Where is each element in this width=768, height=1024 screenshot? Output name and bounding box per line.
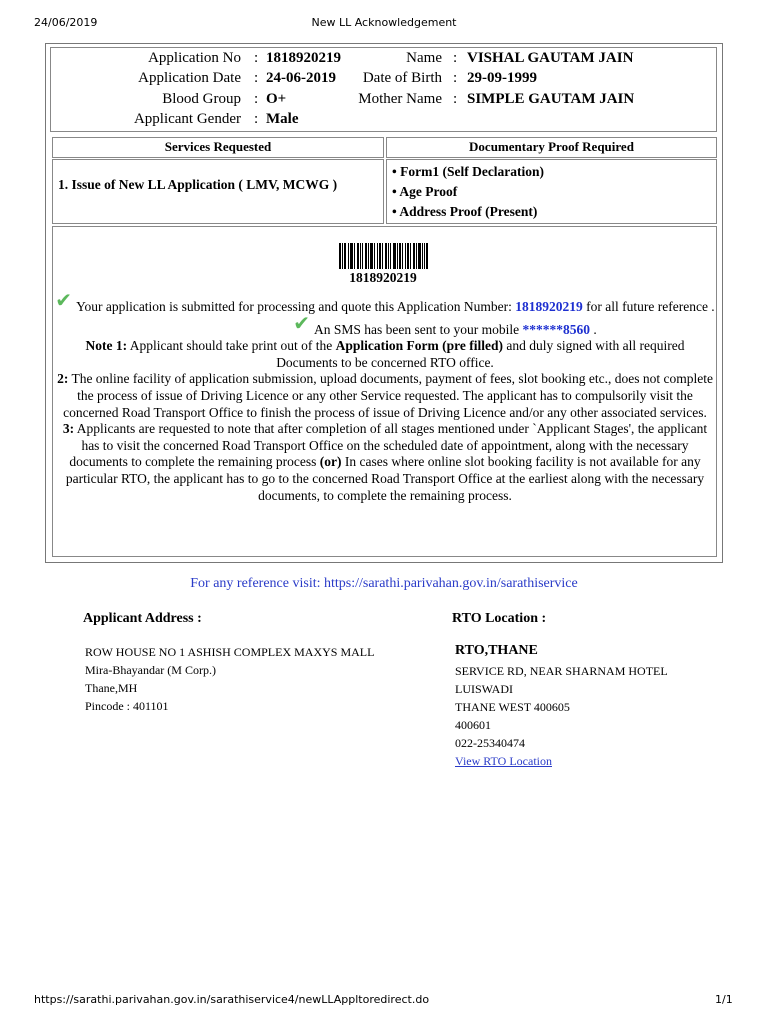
rto-location-heading: RTO Location : [452, 611, 547, 626]
rto-line: THANE WEST 400605 [455, 700, 570, 714]
application-no-label: Application No [148, 50, 241, 66]
address-line: ROW HOUSE NO 1 ASHISH COMPLEX MAXYS MALL [85, 645, 375, 659]
page-title: New LL Acknowledgement [311, 16, 457, 29]
note-3: 3: Applicants are requested to note that after completion of all stages mentioned under `Applicant Stages', the applicant has to visit the concerned Road Transport Office on the scheduled date of appointment, along with the necessary documents to complete the remaining process (or) In cases where online slot booking facility is not available for any particular RTO, the applicant has to go to the concerned Road Transport Office at the earliest along with the necessary documents, to complete the remaining process. [62, 421, 708, 503]
name-value: VISHAL GAUTAM JAIN [467, 50, 634, 66]
mother-name-value: SIMPLE GAUTAM JAIN [467, 91, 635, 107]
gender-value: Male [266, 111, 299, 127]
rto-line: LUISWADI [455, 682, 513, 696]
proof-item: • Form1 (Self Declaration) [392, 164, 545, 179]
gender-label: Applicant Gender [133, 111, 241, 127]
colon: : [254, 50, 259, 66]
rto-line: SERVICE RD, NEAR SHARNAM HOTEL [455, 664, 668, 678]
note-2: 2: The online facility of application submission, upload documents, payment of fees, slot booking etc., does not complete the process of issue of Driving Licence or any other Service requested. The applicant has to compulsorily visit the concerned Road Transport Office to finish the process of issue of Driving Licence and/or any other associated services. [57, 371, 713, 420]
reference-link-text[interactable]: For any reference visit: https://sarathi.parivahan.gov.in/sarathiservice [190, 576, 578, 591]
application-no-value: 1818920219 [266, 50, 341, 66]
address-line: Mira-Bhayandar (M Corp.) [85, 663, 216, 677]
services-requested-header: Services Requested [164, 139, 272, 154]
documentary-proof-header: Documentary Proof Required [469, 139, 634, 154]
applicant-address-heading: Applicant Address : [83, 611, 202, 626]
print-date: 24/06/2019 [34, 16, 98, 29]
address-line: Pincode : 401101 [85, 699, 169, 713]
application-date-label: Application Date [138, 70, 241, 86]
colon: : [254, 91, 259, 107]
address-line: Thane,MH [85, 681, 138, 695]
colon: : [254, 111, 259, 127]
name-label: Name [406, 50, 442, 66]
dob-value: 29-09-1999 [467, 70, 537, 86]
blood-group-label: Blood Group [162, 91, 241, 107]
check-icon: ✔ [293, 310, 310, 335]
submitted-message: ✔ Your application is submitted for processing and quote this Application Number: 1818920219 for all future reference . [55, 288, 715, 314]
footer-url: https://sarathi.parivahan.gov.in/sarathiservice4/newLLAppltoredirect.do [34, 993, 430, 1006]
application-date-value: 24-06-2019 [266, 70, 336, 86]
barcode-number: 1818920219 [349, 270, 417, 285]
proof-item: • Age Proof [392, 184, 458, 199]
proof-item: • Address Proof (Present) [392, 204, 538, 219]
applicant-address [85, 643, 374, 715]
service-item: 1. Issue of New LL Application ( LMV, MCWG ) [58, 177, 338, 192]
mother-name-label: Mother Name [358, 91, 442, 107]
colon: : [453, 70, 458, 86]
view-rto-location-link[interactable]: View RTO Location [455, 754, 552, 768]
notes-text [55, 288, 715, 504]
blood-group-value: O+ [266, 91, 287, 107]
mobile-number-masked: ******8560 [522, 321, 590, 337]
dob-label: Date of Birth [362, 70, 442, 86]
rto-name: RTO,THANE [455, 643, 538, 658]
page-number: 1/1 [715, 993, 733, 1006]
barcode-image [339, 243, 428, 269]
rto-address [455, 662, 668, 770]
rto-line: 400601 [455, 718, 491, 732]
colon: : [254, 70, 259, 86]
application-number-highlight: 1818920219 [515, 299, 583, 314]
sms-message: ✔ An SMS has been sent to your mobile ******8560 . [293, 310, 597, 337]
colon: : [453, 91, 458, 107]
note-1: Note 1: Applicant should take print out of the Application Form (pre filled) and duly signed with all required Documents to be concerned RTO office. [85, 338, 685, 370]
check-icon: ✔ [55, 288, 73, 312]
rto-line: 022-25340474 [455, 736, 525, 750]
colon: : [453, 50, 458, 66]
